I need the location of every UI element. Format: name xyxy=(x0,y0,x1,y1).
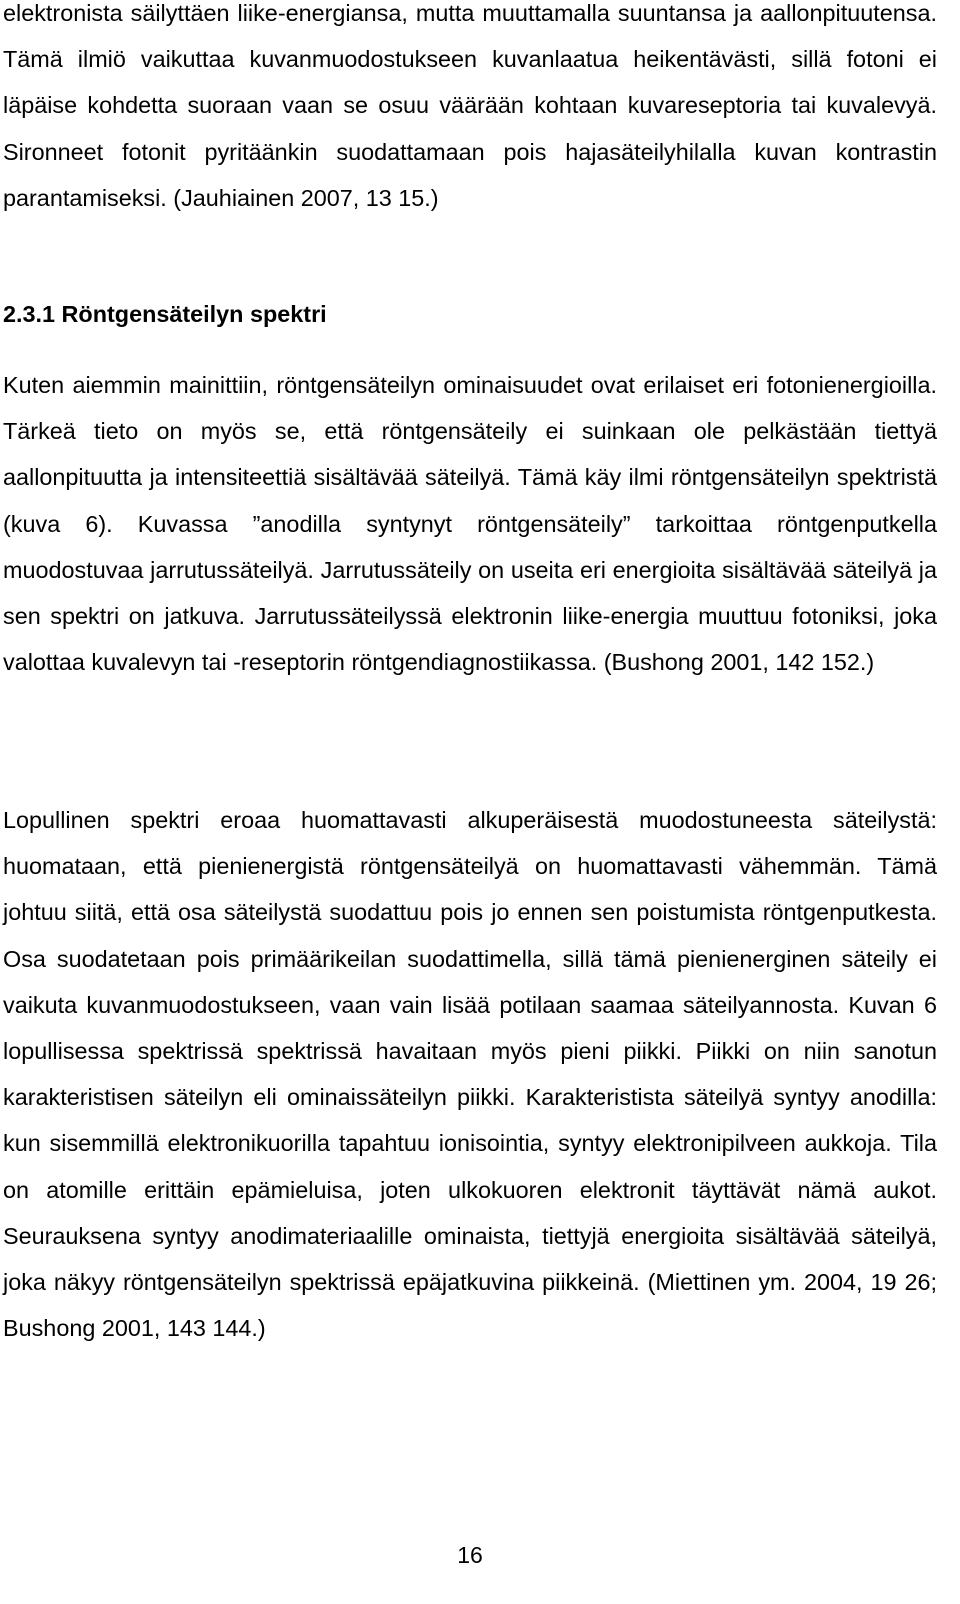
body-paragraph: elektronista säilyttäen liike-energiansa, mutta muuttamalla suuntansa ja aallonpituutensa. Tämä ilmiö vaikuttaa kuvanmuodostukseen kuvanlaatua heikentävästi, sillä fotoni ei läpäise kohdetta suoraan vaan se osuu väärään kohtaan kuvareseptoria tai kuvalevyä. Sironneet fotonit pyritäänkin suodattamaan pois hajasäteilyhilalla kuvan kontrastin parantamiseksi. (Jauhiainen 2007, 13 15.) xyxy=(3,0,937,211)
body-paragraph: Lopullinen spektri eroaa huomattavasti alkuperäisestä muodostuneesta säteilystä: huomataan, että pienienergistä röntgensäteilyä on huomattavasti vähemmän. Tämä johtuu siitä, että osa säteilystä suodattuu pois jo ennen sen poistumista röntgenputkesta. Osa suodatetaan pois primäärikeilan suodattimella, sillä tämä pienienerginen säteily ei vaikuta kuvanmuodostukseen, vaan vain lisää potilaan saamaa säteilyannosta. Kuvan 6 lopullisessa spektrissä spektrissä havaitaan myös pieni piikki. Piikki on niin sanotun karakteristisen säteilyn eli ominaissäteilyn piikki. Karakteristista säteilyä syntyy anodilla: kun sisemmillä elektronikuorilla tapahtuu ionisointia, syntyy elektronipilveen aukkoja. Tila on atomille erittäin epämieluisa, joten ulkokuoren elektronit täyttävät nämä aukot. Seurauksena syntyy anodimateriaalille ominaista, tiettyjä energioita sisältävää säteilyä, joka näkyy röntgensäteilyn spektrissä epäjatkuvina piikkeinä. (Miettinen ym. 2004, 19 26; Bushong 2001, 143 144.) xyxy=(3,807,937,1342)
page-number: 16 xyxy=(457,1542,483,1568)
body-paragraph: Kuten aiemmin mainittiin, röntgensäteilyn ominaisuudet ovat erilaiset eri fotonienergioilla. Tärkeä tieto on myös se, että röntgensäteily ei suinkaan ole pelkästään tiettyä aallonpituutta ja intensiteettiä sisältävää säteilyä. Tämä käy ilmi röntgensäteilyn spektristä (kuva 6). Kuvassa ”anodilla syntynyt röntgensäteily” tarkoittaa röntgenputkella muodostuvaa jarrutussäteilyä. Jarrutussäteily on useita eri energioita sisältävää säteilyä ja sen spektri on jatkuva. Jarrutussäteilyssä elektronin liike-energia muuttuu fotoniksi, joka valottaa kuvalevyn tai -reseptorin röntgendiagnostiikassa. (Bushong 2001, 142 152.) xyxy=(3,372,937,676)
section-heading: 2.3.1 Röntgensäteilyn spektri xyxy=(3,301,327,327)
